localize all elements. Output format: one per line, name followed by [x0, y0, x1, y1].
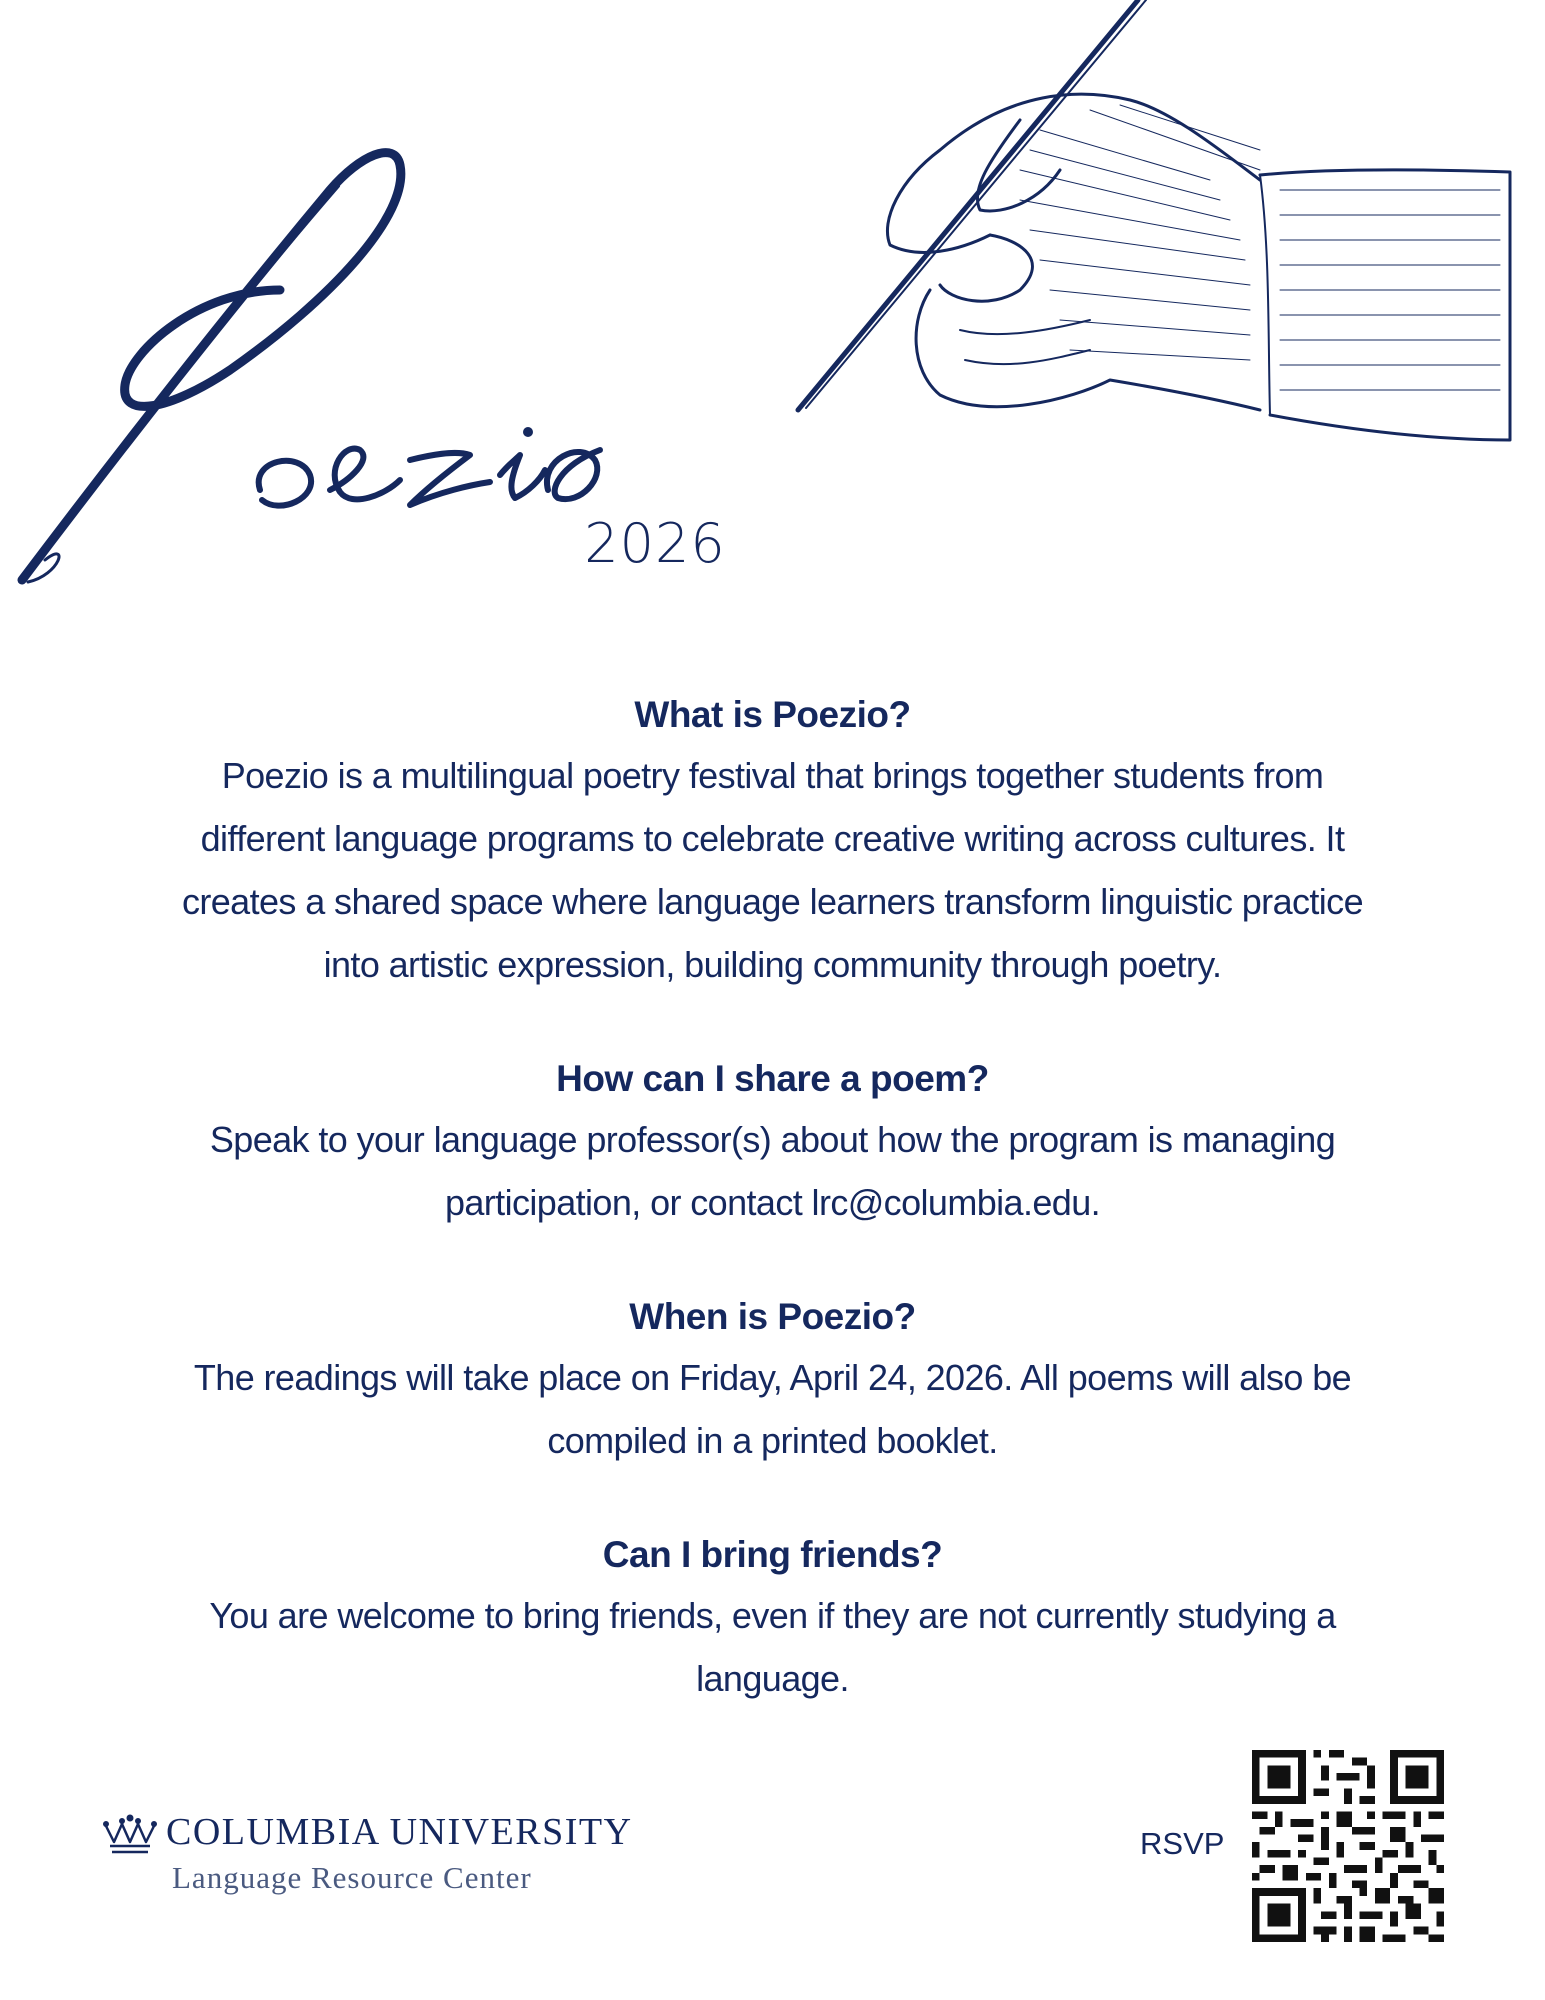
- faq-answer: Speak to your language professor(s) about how the program is managing participation, or contact lrc@columbia.edu.: [209, 1119, 1336, 1223]
- crown-icon: [100, 1812, 160, 1856]
- faq-question: Can I bring friends?: [602, 1534, 943, 1575]
- university-name: COLUMBIA UNIVERSITY: [166, 1811, 633, 1853]
- faq-question: What is Poezio?: [634, 694, 911, 735]
- department-name: Language Resource Center: [172, 1860, 532, 1895]
- faq-answer: You are welcome to bring friends, even if they are not currently studying a language.: [209, 1595, 1336, 1699]
- faq-answer: The readings will take place on Friday, April 24, 2026. All poems will also be compiled in a printed booklet.: [193, 1357, 1352, 1461]
- hand-with-pen-illustration: [790, 0, 1545, 460]
- event-year: 2026: [584, 512, 726, 575]
- faq-list: [130, 690, 1415, 1768]
- qr-code-icon[interactable]: [1252, 1750, 1444, 1942]
- faq-item: [130, 1054, 1415, 1234]
- faq-item: [130, 1530, 1415, 1710]
- rsvp-label: RSVP: [1140, 1826, 1225, 1861]
- faq-item: [130, 1292, 1415, 1472]
- faq-question: How can I share a poem?: [556, 1058, 989, 1099]
- faq-item: [130, 690, 1415, 996]
- faq-answer: Poezio is a multilingual poetry festival that brings together students from different language programs to celebrate creative writing across cultures. It creates a shared space where language learners transform linguistic practice into artistic expression, building community through poetry.: [181, 755, 1364, 985]
- columbia-lrc-logo: [100, 1810, 660, 1920]
- faq-question: When is Poezio?: [629, 1296, 916, 1337]
